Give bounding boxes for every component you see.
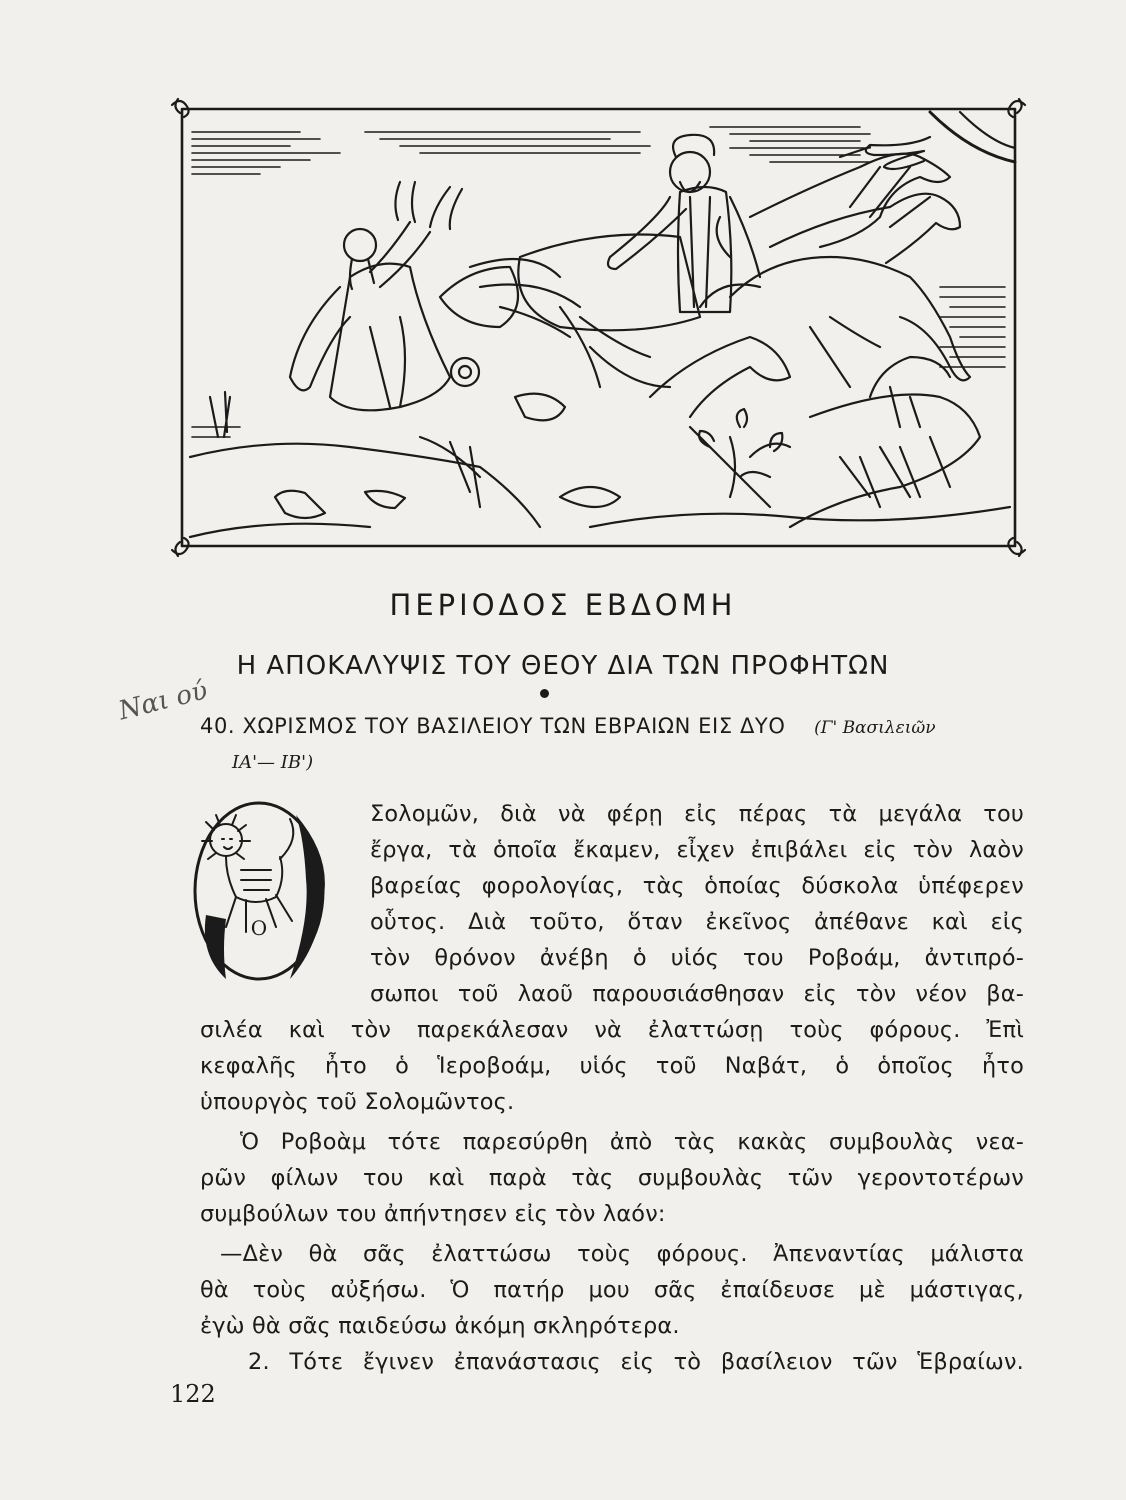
lesson-heading xyxy=(200,714,1035,738)
lesson-reference: (Γ' Βασιλειῶν xyxy=(814,718,936,738)
text-line: βαρείας φορολογίας, τὰς ὁποίας δύσκολα ὑπέφερεν xyxy=(370,873,1024,899)
woodcut-illustration xyxy=(170,97,1027,558)
text-line: σωποι τοῦ λαοῦ παρουσιάσθησαν εἰς τὸν νέον βα- xyxy=(370,981,1024,1007)
bullet-mark xyxy=(540,689,549,698)
lesson-title: 40. ΧΩΡΙΣΜΟΣ ΤΟΥ ΒΑΣΙΛΕΙΟΥ ΤΩΝ ΕΒΡΑΙΩΝ ΕΙΣ ΔΥΟ xyxy=(200,714,786,738)
text-line: οὗτος. Διὰ τοῦτο, ὅταν ἐκεῖνος ἀπέθανε καὶ εἰς xyxy=(370,909,1024,935)
text-line: ἐγὼ θὰ σᾶς παιδεύσω ἀκόμη σκληρότερα. xyxy=(200,1313,680,1339)
text-line: Σολομῶν, διὰ νὰ φέρῃ εἰς πέρας τὰ μεγάλα του xyxy=(370,801,1024,827)
text-line: ἔργα, τὰ ὁποῖα ἔκαμεν, εἶχεν ἐπιβάλει εἰς τὸν λαὸν xyxy=(370,837,1024,863)
text-line: συμβούλων του ἀπήντησεν εἰς τὸν λαόν: xyxy=(200,1201,666,1227)
lesson-reference-continued: ΙΑ'— ΙΒ') xyxy=(232,752,314,773)
text-line: 2. Τότε ἔγινεν ἐπανάστασις εἰς τὸ βασίλειον τῶν Ἑβραίων. xyxy=(248,1349,1024,1375)
text-line: σιλέα καὶ τὸν παρεκάλεσαν νὰ ἐλαττώσῃ τοὺς φόρους. Ἐπὶ xyxy=(200,1017,1024,1043)
text-line: ρῶν φίλων του καὶ παρὰ τὰς συμβουλὰς τῶν γεροντοτέρων xyxy=(200,1165,1024,1191)
text-line: τὸν θρόνον ἀνέβη ὁ υἱός του Ροβοάμ, ἀντιπρό- xyxy=(370,945,1024,971)
handwritten-margin-note: Ναι ού xyxy=(115,675,211,727)
text-line: —Δὲν θὰ σᾶς ἐλαττώσω τοὺς φόρους. Ἀπεναντίας μάλιστα xyxy=(220,1241,1024,1267)
page-number: 122 xyxy=(170,1380,216,1408)
decorated-drop-cap xyxy=(186,795,332,987)
text-line: ὑπουργὸς τοῦ Σολομῶντος. xyxy=(200,1089,515,1115)
text-line: κεφαλῆς ἦτο ὁ Ἱεροβοάμ, υἱός τοῦ Ναβάτ, ὁ ὁποῖος ἦτο xyxy=(200,1053,1024,1079)
drop-cap-letter: Ο xyxy=(250,916,268,940)
period-title: ΠΕΡΙΟΔΟΣ ΕΒΔΟΜΗ xyxy=(389,588,737,622)
section-title: Η ΑΠΟΚΑΛΥΨΙΣ ΤΟΥ ΘΕΟΥ ΔΙΑ ΤΩΝ ΠΡΟΦΗΤΩΝ xyxy=(236,651,890,681)
text-line: θὰ τοὺς αὐξήσω. Ὁ πατήρ μου σᾶς ἐπαίδευσε μὲ μάστιγας, xyxy=(200,1277,1024,1303)
text-line: Ὁ Ροβοὰμ τότε παρεσύρθη ἀπὸ τὰς κακὰς συμβουλὰς νεα- xyxy=(240,1129,1024,1155)
